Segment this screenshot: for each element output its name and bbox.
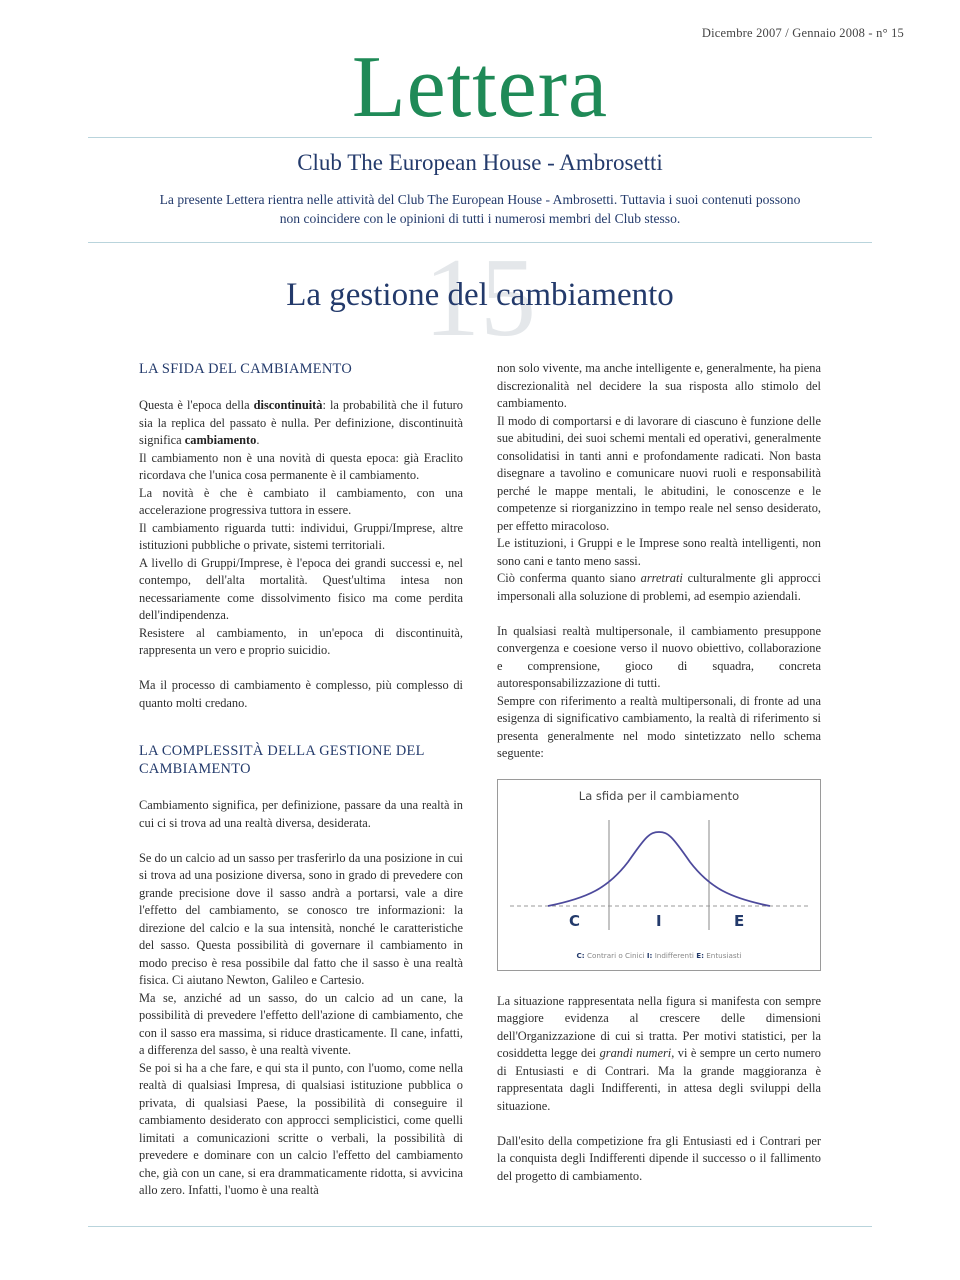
paragraph: In qualsiasi realtà multipersonale, il cambiamento presuppone convergenza e coesione verso il nuovo obiettivo, collaborazione e comprensione, gioco di squadra, concreta autoresponsabilizzazione di tutti. — [497, 623, 821, 690]
paragraph: Questa è l'epoca della discontinuità: la probabilità che il futuro sia la replica del passato è nulla. Per definizione, discontinuità significa cambiamento. — [139, 398, 463, 447]
paragraph: non solo vivente, ma anche intelligente e, generalmente, ha piena discrezionalità nel decidere la sua risposta allo stimolo del cambiamento. — [497, 361, 821, 410]
paragraph: La situazione rappresentata nella figura si manifesta con sempre maggiore evidenza al crescere delle dimensioni dell'Organizzazione di cui si tratta. Per motivi statistici, per la cosiddetta legge dei grandi numeri, vi è sempre un certo numero di Entusiasti e di Contrari. Ma la grande maggioranza è rappresentata dagli Indifferenti, in attesa degli sviluppi della situazione. — [497, 993, 822, 1113]
figure-legend: C: Contrari o Cinici I: Indifferenti E: Entusiasti — [576, 950, 742, 960]
section-heading: LA COMPLESSITÀ DELLA GESTIONE DEL CAMBIAMENTO — [139, 743, 425, 777]
issue-number-watermark: 15 — [424, 236, 536, 360]
paragraph: Ciò conferma quanto siano arretrati culturalmente gli approcci impersonali alla soluzione di problemi, ad esempio aziendali. — [497, 571, 821, 603]
label-entusiasti: E — [734, 911, 745, 930]
section-heading: LA SFIDA DEL CAMBIAMENTO — [139, 361, 353, 377]
paragraph: Resistere al cambiamento, in un'epoca di discontinuità, rappresenta un vero e proprio suicidio. — [139, 625, 463, 657]
paragraph: Il cambiamento riguarda tutti: individui, Gruppi/Imprese, altre istituzioni pubbliche o private, sistemi territoriali. — [139, 520, 463, 552]
label-contrari: C — [569, 911, 581, 930]
issue-date: Dicembre 2007 / Gennaio 2008 - n° 15 — [701, 26, 904, 40]
change-challenge-figure — [497, 779, 821, 971]
paragraph: Se poi si ha a che fare, e qui sta il punto, con l'uomo, come nella realtà di qualsiasi Impresa, di qualsiasi istituzione pubblica o privata, di qualsiasi Paese, la possibilità di conseguire il cambiamento desiderato con approcci semplicistici, come quelli limitati a comunicazioni scritte o verbali, la possibilità di prevedere e dominare con un calcio l'effetto del cambiamento che, già con un cane, si era drammaticamente ridotta, si avvicina allo zero. Infatti, l'uomo è una realtà — [139, 1060, 463, 1197]
paragraph: Ma se, anziché ad un sasso, do un calcio ad un cane, la possibilità di prevedere l'effetto dell'azione di cambiamento, che con il sasso era massima, si riduce drasticamente. Il cane, infatti, a differenza del sasso, è una realtà vivente. — [139, 990, 463, 1057]
left-column — [139, 360, 463, 1200]
paragraph: La novità è che è cambiato il cambiamento, con una accelerazione progressiva tuttora in essere. — [139, 485, 463, 517]
paragraph: Ma il processo di cambiamento è complesso, più complesso di quanto molti credano. — [139, 678, 463, 710]
article-title: La gestione del cambiamento — [286, 277, 674, 313]
paragraph: Sempre con riferimento a realtà multipersonali, di fronte ad una esigenza di significativo cambiamento, la realtà di riferimento si presenta generalmente nel modo sintetizzato nello schema seguente: — [497, 693, 821, 760]
paragraph: Il cambiamento non è una novità di questa epoca: già Eraclito ricordava che l'unica cosa permanente è il cambiamento. — [139, 450, 463, 482]
paragraph: Cambiamento significa, per definizione, passare da una realtà in cui ci si trova ad una realtà diversa, desiderata. — [139, 798, 463, 830]
label-indifferenti: I — [656, 911, 662, 930]
paragraph: Il modo di comportarsi e di lavorare di ciascuno è funzione delle sue abitudini, dei suoi schemi mentali ed operativi, generalmente consolidatisi in tanti anni e profondamente radicati. Non basta disegnare a tavolino e comunicare nuovi ruoli e responsabilità perché le mappe mentali, le abitudini, le conoscenze e le competenze si riorganizzino in tempo reale nel senso desiderato, per effetto miracoloso. — [497, 413, 821, 533]
bell-curve — [548, 832, 770, 906]
bell-curve-diagram — [498, 780, 820, 970]
footer-rule — [88, 1226, 872, 1227]
header-rule-top — [88, 137, 872, 138]
paragraph: Le istituzioni, i Gruppi e le Imprese sono realtà intelligenti, non sono cani e tanto meno sassi. — [497, 536, 821, 568]
club-description: La presente Lettera rientra nelle attività del Club The European House - Ambrosetti. Tuttavia i suoi contenuti possono non coincidere con le opinioni di tutti i numerosi membri del Club stesso. — [159, 192, 801, 226]
paragraph: Dall'esito della competizione fra gli Entusiasti ed i Contrari per la conquista degli Indifferenti dipende il successo o il fallimento del progetto di cambiamento. — [497, 1133, 821, 1183]
right-column — [497, 360, 821, 1185]
figure-title: La sfida per il cambiamento — [578, 788, 740, 803]
paragraph: Se do un calcio ad un sasso per trasferirlo da una posizione in cui si trova ad una posizione diversa, sono in grado di prevedere con grande precisione dove il sasso andrà a portarsi, vale a dire l'effetto del cambiamento, se conosco tre informazioni: la direzione del calcio e la sua intensità, nonché le caratteristiche del sasso. Questa possibilità di governare il cambiamento in modo preciso è resa possibile dal fatto che il sasso è una realtà fisica. Ci aiutano Newton, Galileo e Cartesio. — [139, 850, 463, 987]
masthead-title: Lettera — [351, 39, 609, 136]
paragraph: A livello di Gruppi/Imprese, è l'epoca dei grandi successi e, nel contempo, dell'alta mortalità. Quest'ultima intesa non necessariamente come dissolvimento fisico ma come perdita dell'indipendenza. — [139, 555, 463, 622]
club-title: Club The European House - Ambrosetti — [297, 150, 663, 175]
